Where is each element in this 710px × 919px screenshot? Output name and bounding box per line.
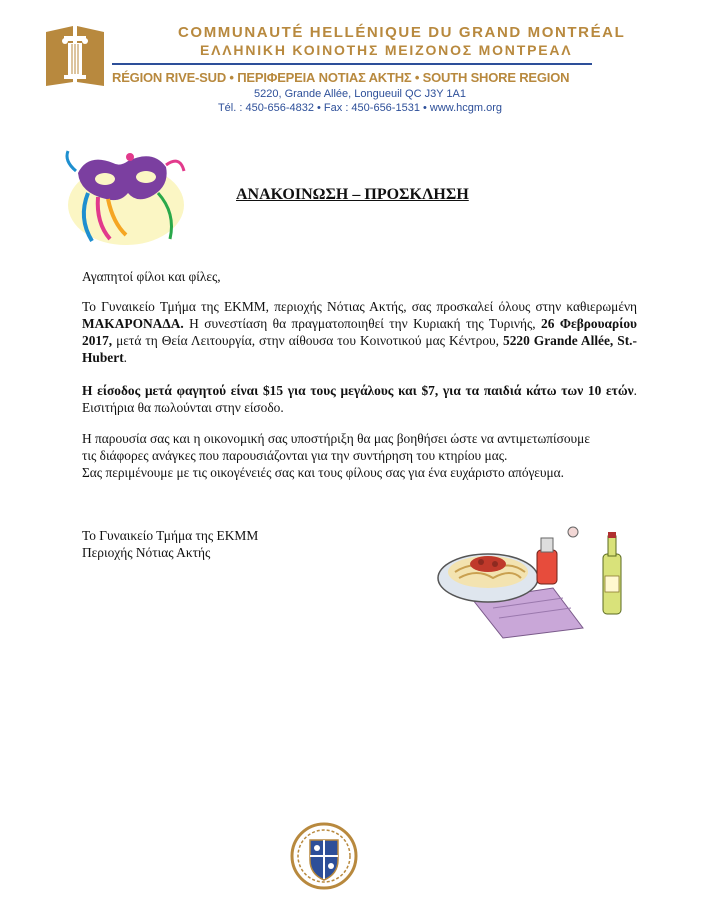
spaghetti-wine-icon <box>433 520 633 640</box>
address-line: 5220, Grande Allée, Longueuil QC J3Y 1A1 <box>253 88 466 100</box>
p1-text-c: μετά τη Θεία Λειτουργία, στην αίθουσα του Κοινοτικού μας Κέντρου, <box>112 333 504 348</box>
org-name-french: COMMUNAUTÉ HELLÉNIQUE DU GRAND MONTRÉAL <box>178 24 626 41</box>
p1-end: . <box>123 350 128 365</box>
p1-text-a: Το Γυναικείο Τμήμα της ΕΚΜΜ, περιοχής Νότιας Ακτής, σας προσκαλεί όλους στην καθιερωμένη <box>82 299 637 314</box>
community-seal-icon <box>290 822 358 890</box>
signature-line-2: Περιοχής Νότιας Ακτής <box>82 545 211 560</box>
region-line: RÉGION RIVE-SUD • ΠΕΡΙΦΕΡΕΙΑ ΝΟΤΙΑΣ ΑΚΤΗΣ • SOUTH SHORE REGION <box>112 70 570 85</box>
contact-line: Tél. : 450-656-4832 • Fax : 450-656-1531 • www.hcgm.org <box>217 102 503 114</box>
p1-text-b: Η συνεστίαση θα πραγματοποιηθεί την Κυριακή της Τυρινής, <box>183 316 542 331</box>
signature-line-1: Το Γυναικείο Τμήμα της ΕΚΜΜ <box>82 528 259 543</box>
ticket-info: . Εισιτήρια θα πωλούνται στην είσοδο. <box>82 383 637 415</box>
org-name-greek: ΕΛΛΗΝΙΚΗ ΚΟΙΝΟΤΗΣ ΜΕΙΖΟΝΟΣ ΜΟΝΤΡΕΑΛ <box>200 42 573 58</box>
announcement-title: ΑΝΑΚΟΙΝΩΣΗ – ΠΡΟΣΚΛΗΣΗ <box>236 186 469 203</box>
closing-line-3: Σας περιμένουμε με τις οικογένειές σας και τους φίλους σας για ένα ευχάριστο απόγευμα. <box>82 465 565 480</box>
greeting: Αγαπητοί φίλοι και φίλες, <box>82 269 221 284</box>
event-date: 26 Φεβρουαρίου 2017, <box>82 316 637 348</box>
closing-line-1: Η παρουσία σας και η οικονομική σας υποστήριξη θα μας βοηθήσει ώστε να αντιμετωπίσουμε <box>82 431 590 446</box>
carnival-mask-icon <box>58 143 188 251</box>
event-address: 5220 Grande Allée, St.-Hubert <box>82 333 637 365</box>
invitation-paragraph <box>82 298 637 366</box>
event-dish: ΜΑΚΑΡΟΝΑΔΑ. <box>82 316 184 331</box>
price-info: Η είσοδος μετά φαγητού είναι $15 για τους μεγάλους και $7, για τα παιδιά κάτω των 10 ετών <box>82 383 634 398</box>
header-divider <box>112 63 592 65</box>
greek-column-book-icon <box>44 24 106 86</box>
closing-line-2: τις διάφορες ανάγκες που παρουσιάζονται για την συντήρηση του κτηρίου μας. <box>82 448 508 463</box>
price-paragraph <box>82 382 637 416</box>
